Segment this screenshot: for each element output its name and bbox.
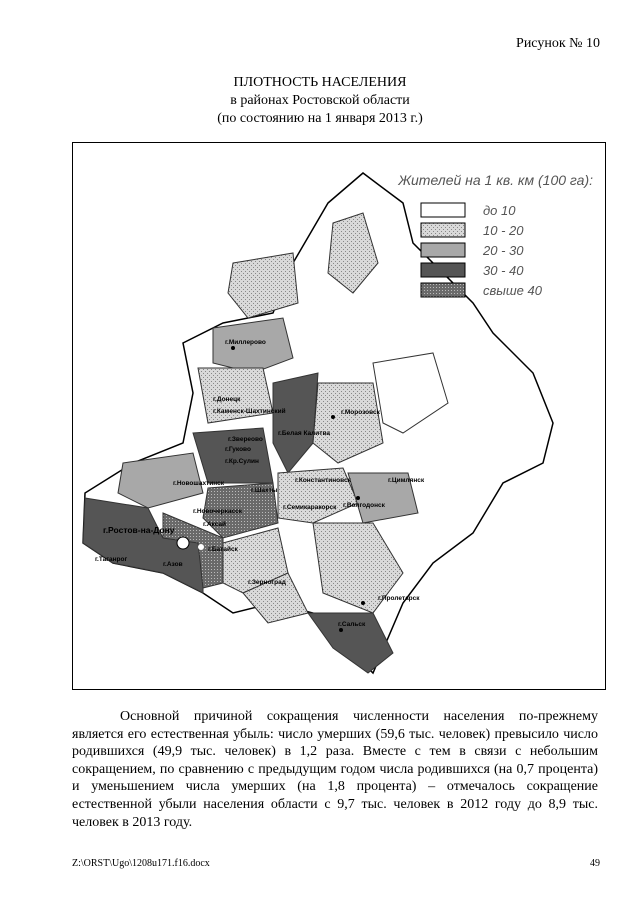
city-label: г.Гуково bbox=[225, 446, 251, 453]
legend-label: 30 - 40 bbox=[483, 263, 524, 278]
city-label: г.Донецк bbox=[213, 396, 241, 403]
map-frame bbox=[72, 142, 606, 690]
city-label: г.Цимлянск bbox=[388, 477, 425, 484]
city-label: г.Шахты bbox=[251, 487, 278, 494]
map-svg bbox=[73, 143, 606, 690]
legend-item bbox=[421, 283, 543, 298]
city-label: г.Каменск-Шахтинский bbox=[213, 408, 286, 415]
legend-label: свыше 40 bbox=[483, 283, 542, 298]
legend-label: до 10 bbox=[483, 203, 516, 218]
city-label: г.Морозовск bbox=[341, 409, 380, 416]
legend-item bbox=[421, 263, 524, 278]
paragraph-text: Основной причиной сокращения численности населения по-прежнему является его естественная убыль: число умерших (59,6 тыс. человек) превысило число родившихся (49,9 тыс. человек) в 1,2 раза. Вместе с тем в связи с небольшим сокращением, по сравнению с предыдущим годом числа родившихся (на 0,7 процента) и уменьшением числа умерших (на 1,8 процента) – отмечалось сокращение естественной убыли населения области с 9,7 тыс. человек в 2012 году до 8,9 тыс. человек в 2013 году. bbox=[72, 709, 598, 830]
legend-item bbox=[421, 243, 524, 258]
city-label: г.Батайск bbox=[208, 546, 238, 553]
legend-item bbox=[421, 223, 524, 238]
legend-label: 20 - 30 bbox=[483, 243, 524, 258]
legend-label: 10 - 20 bbox=[483, 223, 524, 238]
city-label: г.Таганрог bbox=[95, 556, 128, 563]
city-label: г.Пролетарск bbox=[378, 595, 420, 602]
city-label: г.Миллерово bbox=[225, 339, 266, 346]
title-line-2: в районах Ростовской области bbox=[230, 93, 410, 108]
footer-path: Z:\ORST\Ugo\1208u171.f16.docx bbox=[72, 858, 210, 869]
body-paragraph bbox=[72, 708, 598, 831]
legend-title: Жителей на 1 кв. км (100 га): bbox=[398, 172, 593, 188]
city-label: г.Новочеркасск bbox=[193, 508, 242, 515]
city-label: г.Звереово bbox=[228, 436, 263, 443]
city-label: г.Азов bbox=[163, 561, 183, 568]
city-label: г.Аксай bbox=[203, 521, 227, 528]
city-label: г.Зерноград bbox=[248, 579, 286, 586]
figure-number: Рисунок № 10 bbox=[516, 36, 600, 51]
city-label: г.Новошахтинск bbox=[173, 480, 225, 487]
figure-title bbox=[0, 74, 640, 128]
city-label: г.Сальск bbox=[338, 621, 366, 628]
title-line-3: (по состоянию на 1 января 2013 г.) bbox=[217, 111, 423, 126]
city-label: г.Семикаракорск bbox=[283, 504, 337, 511]
legend-item bbox=[421, 203, 516, 218]
city-label: г.Белая Калитва bbox=[278, 430, 330, 437]
title-line-1: ПЛОТНОСТЬ НАСЕЛЕНИЯ bbox=[233, 75, 407, 90]
city-label: г.Ростов-на-Дону bbox=[103, 525, 175, 535]
city-label: г.Волгодонск bbox=[343, 502, 385, 509]
city-label: г.Константиновск bbox=[295, 477, 351, 484]
footer-page-number: 49 bbox=[590, 858, 600, 869]
city-label: г.Кр.Сулин bbox=[225, 458, 259, 465]
